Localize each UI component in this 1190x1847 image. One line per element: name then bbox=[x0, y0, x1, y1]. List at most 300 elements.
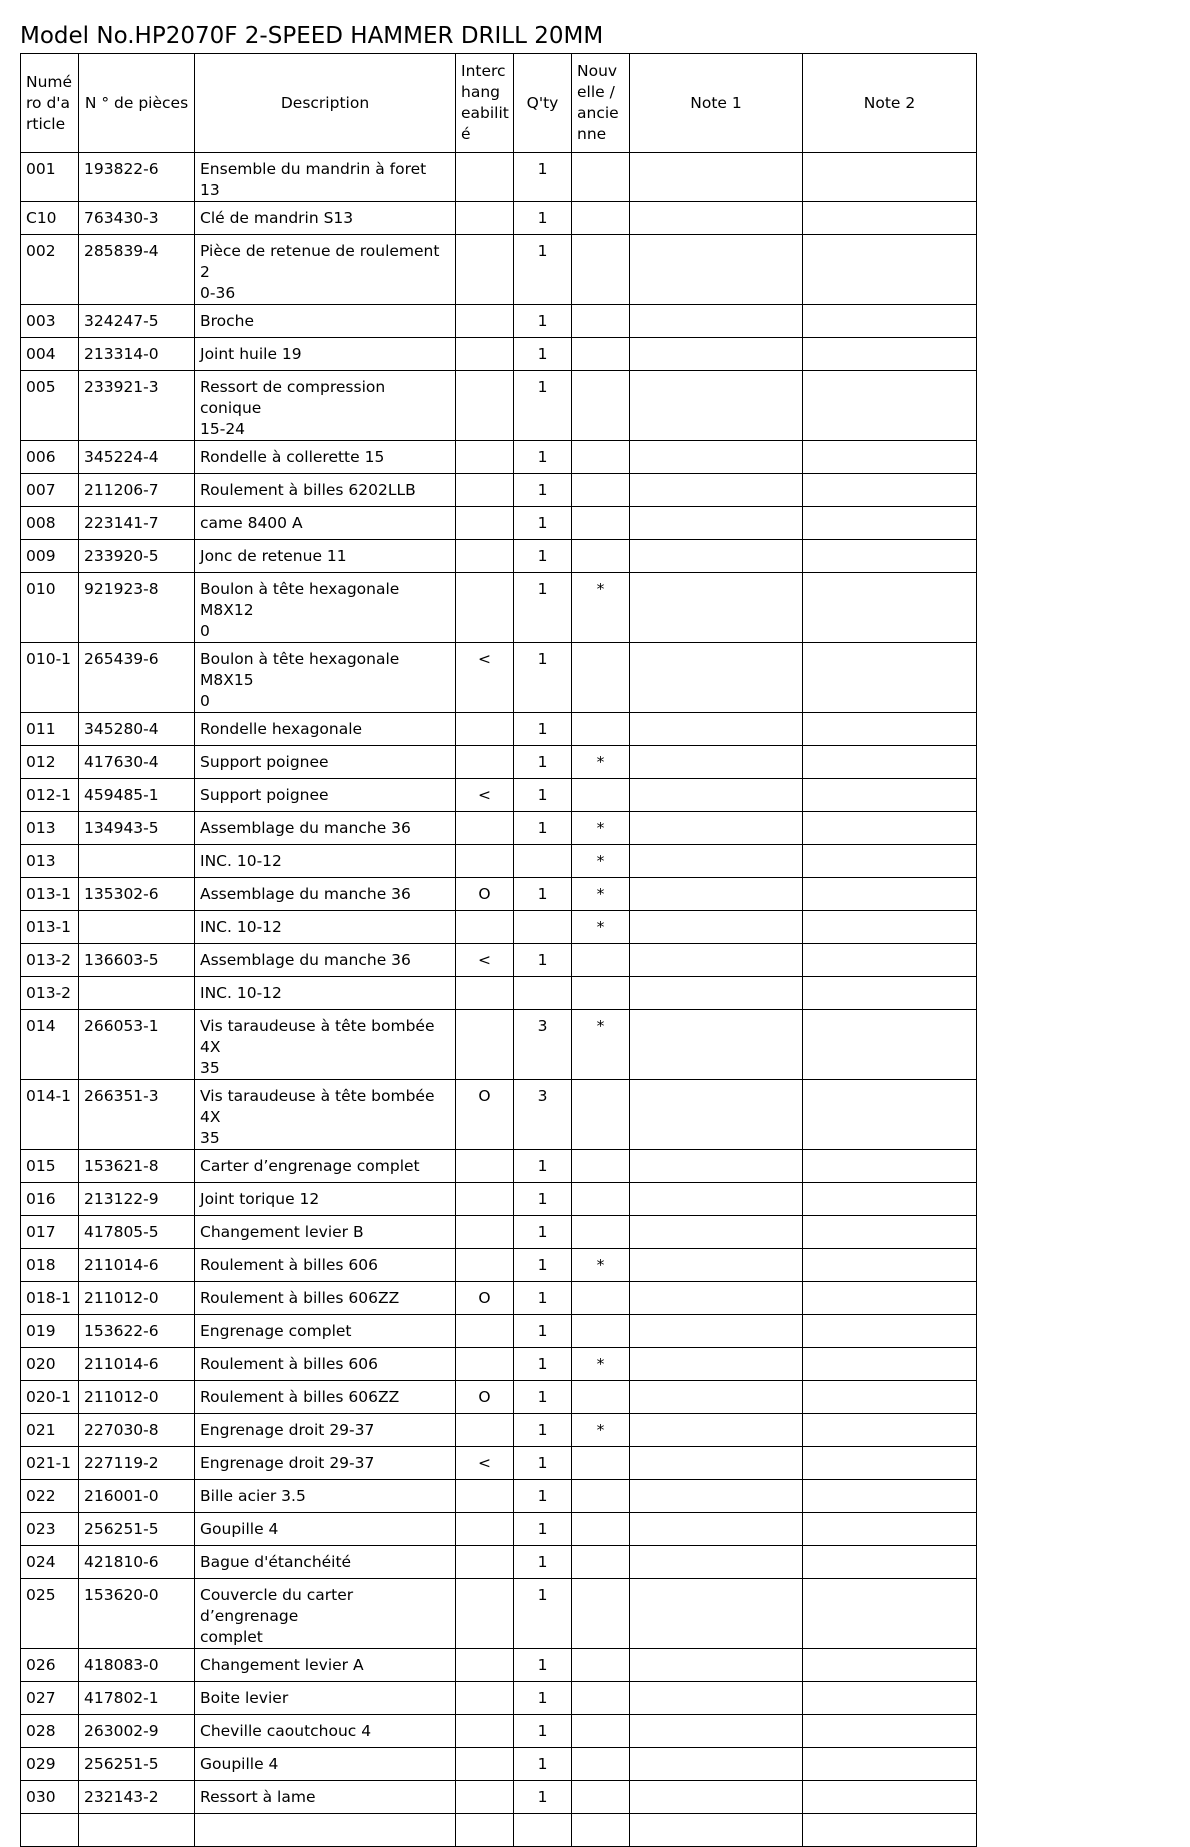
item-number-cell: 013 bbox=[21, 812, 79, 845]
new-old-cell: * bbox=[572, 1348, 630, 1381]
part-number-cell: 417805-5 bbox=[79, 1216, 195, 1249]
description-cell: Assemblage du manche 36 bbox=[195, 944, 456, 977]
item-number-cell: 010 bbox=[21, 573, 79, 643]
note-2-cell bbox=[803, 1682, 977, 1715]
note-2-cell bbox=[803, 1183, 977, 1216]
part-number-cell: 227030-8 bbox=[79, 1414, 195, 1447]
part-number-cell: 227119-2 bbox=[79, 1447, 195, 1480]
table-row bbox=[21, 779, 977, 812]
quantity-cell: 1 bbox=[514, 812, 572, 845]
interchangeability-cell bbox=[456, 507, 514, 540]
new-old-cell bbox=[572, 977, 630, 1010]
note-2-cell bbox=[803, 1010, 977, 1080]
quantity-cell: 1 bbox=[514, 1447, 572, 1480]
note-1-cell bbox=[630, 1183, 803, 1216]
note-1-cell bbox=[630, 1010, 803, 1080]
quantity-cell: 1 bbox=[514, 746, 572, 779]
table-body bbox=[21, 153, 977, 1847]
item-number-cell: C10 bbox=[21, 202, 79, 235]
new-old-cell bbox=[572, 1814, 630, 1847]
new-old-cell bbox=[572, 1781, 630, 1814]
note-1-cell bbox=[630, 1150, 803, 1183]
part-number-cell: 134943-5 bbox=[79, 812, 195, 845]
quantity-cell: 1 bbox=[514, 338, 572, 371]
part-number-cell: 193822-6 bbox=[79, 153, 195, 202]
item-number-cell: 013 bbox=[21, 845, 79, 878]
interchangeability-cell bbox=[456, 1579, 514, 1649]
description-cell: INC. 10-12 bbox=[195, 911, 456, 944]
table-row bbox=[21, 845, 977, 878]
item-number-cell: 018 bbox=[21, 1249, 79, 1282]
part-number-cell: 223141-7 bbox=[79, 507, 195, 540]
table-row bbox=[21, 713, 977, 746]
quantity-cell: 1 bbox=[514, 1348, 572, 1381]
description-cell: Roulement à billes 606ZZ bbox=[195, 1282, 456, 1315]
quantity-cell: 1 bbox=[514, 1150, 572, 1183]
note-2-cell bbox=[803, 1414, 977, 1447]
description-cell: Changement levier A bbox=[195, 1649, 456, 1682]
table-row bbox=[21, 812, 977, 845]
part-number-cell: 213314-0 bbox=[79, 338, 195, 371]
quantity-cell bbox=[514, 845, 572, 878]
quantity-cell: 1 bbox=[514, 1480, 572, 1513]
part-number-cell: 324247-5 bbox=[79, 305, 195, 338]
note-2-cell bbox=[803, 371, 977, 441]
new-old-cell: * bbox=[572, 812, 630, 845]
part-number-cell: 921923-8 bbox=[79, 573, 195, 643]
item-number-cell: 008 bbox=[21, 507, 79, 540]
table-row bbox=[21, 1010, 977, 1080]
item-number-cell: 004 bbox=[21, 338, 79, 371]
part-number-cell: 421810-6 bbox=[79, 1546, 195, 1579]
table-row bbox=[21, 1781, 977, 1814]
description-cell: Vis taraudeuse à tête bombée 4X 35 bbox=[195, 1080, 456, 1150]
note-1-cell bbox=[630, 540, 803, 573]
part-number-cell: 266351-3 bbox=[79, 1080, 195, 1150]
quantity-cell: 1 bbox=[514, 235, 572, 305]
new-old-cell bbox=[572, 338, 630, 371]
new-old-cell: * bbox=[572, 845, 630, 878]
note-1-cell bbox=[630, 845, 803, 878]
note-2-cell bbox=[803, 1216, 977, 1249]
quantity-cell: 1 bbox=[514, 779, 572, 812]
item-number-cell: 023 bbox=[21, 1513, 79, 1546]
description-cell: INC. 10-12 bbox=[195, 845, 456, 878]
interchangeability-cell bbox=[456, 1781, 514, 1814]
item-number-cell: 030 bbox=[21, 1781, 79, 1814]
description-cell: Clé de mandrin S13 bbox=[195, 202, 456, 235]
column-header-description: Description bbox=[195, 54, 456, 153]
note-1-cell bbox=[630, 305, 803, 338]
interchangeability-cell bbox=[456, 338, 514, 371]
note-1-cell bbox=[630, 235, 803, 305]
table-row bbox=[21, 643, 977, 713]
description-cell: Rondelle à collerette 15 bbox=[195, 441, 456, 474]
new-old-cell bbox=[572, 1282, 630, 1315]
interchangeability-cell bbox=[456, 474, 514, 507]
note-2-cell bbox=[803, 441, 977, 474]
item-number-cell: 017 bbox=[21, 1216, 79, 1249]
item-number-cell: 027 bbox=[21, 1682, 79, 1715]
table-row bbox=[21, 1579, 977, 1649]
quantity-cell: 1 bbox=[514, 1216, 572, 1249]
item-number-cell: 013-1 bbox=[21, 911, 79, 944]
new-old-cell bbox=[572, 1682, 630, 1715]
interchangeability-cell bbox=[456, 1183, 514, 1216]
interchangeability-cell bbox=[456, 1249, 514, 1282]
interchangeability-cell bbox=[456, 812, 514, 845]
note-2-cell bbox=[803, 1480, 977, 1513]
table-row bbox=[21, 540, 977, 573]
table-row bbox=[21, 1814, 977, 1847]
note-1-cell bbox=[630, 1348, 803, 1381]
item-number-cell: 013-2 bbox=[21, 944, 79, 977]
part-number-cell: 136603-5 bbox=[79, 944, 195, 977]
new-old-cell bbox=[572, 202, 630, 235]
interchangeability-cell bbox=[456, 746, 514, 779]
description-cell: Bague d'étanchéité bbox=[195, 1546, 456, 1579]
note-2-cell bbox=[803, 1315, 977, 1348]
table-row bbox=[21, 1546, 977, 1579]
note-2-cell bbox=[803, 977, 977, 1010]
note-2-cell bbox=[803, 944, 977, 977]
description-cell: Goupille 4 bbox=[195, 1513, 456, 1546]
table-row bbox=[21, 1216, 977, 1249]
interchangeability-cell bbox=[456, 1150, 514, 1183]
new-old-cell bbox=[572, 1546, 630, 1579]
new-old-cell bbox=[572, 371, 630, 441]
column-header-quantity: Q'ty bbox=[514, 54, 572, 153]
description-cell: Engrenage droit 29-37 bbox=[195, 1414, 456, 1447]
quantity-cell: 1 bbox=[514, 1682, 572, 1715]
quantity-cell: 1 bbox=[514, 1546, 572, 1579]
description-cell: Ressort à lame bbox=[195, 1781, 456, 1814]
note-1-cell bbox=[630, 1216, 803, 1249]
interchangeability-cell bbox=[456, 371, 514, 441]
note-1-cell bbox=[630, 1447, 803, 1480]
item-number-cell: 007 bbox=[21, 474, 79, 507]
table-row bbox=[21, 474, 977, 507]
interchangeability-cell bbox=[456, 1480, 514, 1513]
note-2-cell bbox=[803, 1814, 977, 1847]
interchangeability-cell bbox=[456, 845, 514, 878]
new-old-cell bbox=[572, 1480, 630, 1513]
note-1-cell bbox=[630, 153, 803, 202]
interchangeability-cell bbox=[456, 153, 514, 202]
part-number-cell: 233920-5 bbox=[79, 540, 195, 573]
item-number-cell: 022 bbox=[21, 1480, 79, 1513]
interchangeability-cell bbox=[456, 1649, 514, 1682]
item-number-cell: 021-1 bbox=[21, 1447, 79, 1480]
note-1-cell bbox=[630, 713, 803, 746]
note-2-cell bbox=[803, 746, 977, 779]
item-number-cell: 002 bbox=[21, 235, 79, 305]
description-cell: Broche bbox=[195, 305, 456, 338]
interchangeability-cell bbox=[456, 540, 514, 573]
part-number-cell: 153620-0 bbox=[79, 1579, 195, 1649]
item-number-cell: 006 bbox=[21, 441, 79, 474]
interchangeability-cell bbox=[456, 305, 514, 338]
quantity-cell: 1 bbox=[514, 1249, 572, 1282]
quantity-cell: 1 bbox=[514, 1414, 572, 1447]
new-old-cell bbox=[572, 1150, 630, 1183]
interchangeability-cell bbox=[456, 1315, 514, 1348]
parts-table bbox=[20, 53, 977, 1847]
page-title: Model No.HP2070F 2-SPEED HAMMER DRILL 20MM bbox=[20, 23, 604, 49]
table-row bbox=[21, 1414, 977, 1447]
note-2-cell bbox=[803, 779, 977, 812]
column-header-new-old: Nouv elle / ancie nne bbox=[572, 54, 630, 153]
table-row bbox=[21, 1649, 977, 1682]
note-1-cell bbox=[630, 911, 803, 944]
item-number-cell: 014 bbox=[21, 1010, 79, 1080]
interchangeability-cell bbox=[456, 235, 514, 305]
description-cell: Assemblage du manche 36 bbox=[195, 812, 456, 845]
table-header-row bbox=[21, 54, 977, 153]
item-number-cell: 029 bbox=[21, 1748, 79, 1781]
new-old-cell bbox=[572, 153, 630, 202]
note-2-cell bbox=[803, 643, 977, 713]
table-row bbox=[21, 1447, 977, 1480]
quantity-cell: 1 bbox=[514, 573, 572, 643]
part-number-cell bbox=[79, 977, 195, 1010]
new-old-cell bbox=[572, 1649, 630, 1682]
description-cell: Joint huile 19 bbox=[195, 338, 456, 371]
quantity-cell: 1 bbox=[514, 1513, 572, 1546]
description-cell bbox=[195, 1814, 456, 1847]
interchangeability-cell: O bbox=[456, 1282, 514, 1315]
item-number-cell: 013-2 bbox=[21, 977, 79, 1010]
interchangeability-cell: O bbox=[456, 1080, 514, 1150]
note-2-cell bbox=[803, 573, 977, 643]
note-1-cell bbox=[630, 1715, 803, 1748]
note-2-cell bbox=[803, 202, 977, 235]
table-row bbox=[21, 878, 977, 911]
part-number-cell: 233921-3 bbox=[79, 371, 195, 441]
note-2-cell bbox=[803, 1781, 977, 1814]
interchangeability-cell bbox=[456, 441, 514, 474]
note-1-cell bbox=[630, 1682, 803, 1715]
note-2-cell bbox=[803, 1715, 977, 1748]
item-number-cell: 024 bbox=[21, 1546, 79, 1579]
table-row bbox=[21, 1480, 977, 1513]
item-number-cell: 001 bbox=[21, 153, 79, 202]
description-cell: Bille acier 3.5 bbox=[195, 1480, 456, 1513]
description-cell: Jonc de retenue 11 bbox=[195, 540, 456, 573]
note-2-cell bbox=[803, 1513, 977, 1546]
part-number-cell: 211012-0 bbox=[79, 1381, 195, 1414]
note-2-cell bbox=[803, 540, 977, 573]
note-1-cell bbox=[630, 643, 803, 713]
column-header-interchangeability: Interc hang eabilit é bbox=[456, 54, 514, 153]
quantity-cell: 1 bbox=[514, 507, 572, 540]
item-number-cell: 019 bbox=[21, 1315, 79, 1348]
note-2-cell bbox=[803, 1150, 977, 1183]
interchangeability-cell bbox=[456, 1348, 514, 1381]
interchangeability-cell bbox=[456, 1546, 514, 1579]
new-old-cell bbox=[572, 713, 630, 746]
part-number-cell: 417802-1 bbox=[79, 1682, 195, 1715]
part-number-cell: 256251-5 bbox=[79, 1513, 195, 1546]
note-2-cell bbox=[803, 338, 977, 371]
note-2-cell bbox=[803, 1080, 977, 1150]
note-2-cell bbox=[803, 305, 977, 338]
note-1-cell bbox=[630, 812, 803, 845]
note-1-cell bbox=[630, 944, 803, 977]
part-number-cell: 265439-6 bbox=[79, 643, 195, 713]
part-number-cell: 153621-8 bbox=[79, 1150, 195, 1183]
new-old-cell bbox=[572, 1080, 630, 1150]
description-cell: Ressort de compression conique 15-24 bbox=[195, 371, 456, 441]
new-old-cell bbox=[572, 507, 630, 540]
description-cell: Pièce de retenue de roulement 2 0-36 bbox=[195, 235, 456, 305]
note-1-cell bbox=[630, 1649, 803, 1682]
table-row bbox=[21, 1715, 977, 1748]
new-old-cell: * bbox=[572, 746, 630, 779]
note-2-cell bbox=[803, 1649, 977, 1682]
part-number-cell: 263002-9 bbox=[79, 1715, 195, 1748]
part-number-cell: 418083-0 bbox=[79, 1649, 195, 1682]
table-row bbox=[21, 1315, 977, 1348]
quantity-cell: 3 bbox=[514, 1080, 572, 1150]
note-2-cell bbox=[803, 1249, 977, 1282]
quantity-cell: 3 bbox=[514, 1010, 572, 1080]
quantity-cell bbox=[514, 977, 572, 1010]
description-cell: Roulement à billes 606 bbox=[195, 1249, 456, 1282]
new-old-cell bbox=[572, 1513, 630, 1546]
quantity-cell: 1 bbox=[514, 1183, 572, 1216]
table-row bbox=[21, 1381, 977, 1414]
note-1-cell bbox=[630, 1480, 803, 1513]
note-1-cell bbox=[630, 202, 803, 235]
description-cell: Boite levier bbox=[195, 1682, 456, 1715]
item-number-cell: 018-1 bbox=[21, 1282, 79, 1315]
table-row bbox=[21, 977, 977, 1010]
description-cell: Roulement à billes 606 bbox=[195, 1348, 456, 1381]
note-1-cell bbox=[630, 1781, 803, 1814]
quantity-cell: 1 bbox=[514, 202, 572, 235]
table-row bbox=[21, 441, 977, 474]
description-cell: Carter d’engrenage complet bbox=[195, 1150, 456, 1183]
interchangeability-cell bbox=[456, 713, 514, 746]
description-cell: Engrenage droit 29-37 bbox=[195, 1447, 456, 1480]
note-1-cell bbox=[630, 371, 803, 441]
new-old-cell bbox=[572, 474, 630, 507]
new-old-cell bbox=[572, 643, 630, 713]
interchangeability-cell bbox=[456, 202, 514, 235]
description-cell: Goupille 4 bbox=[195, 1748, 456, 1781]
note-2-cell bbox=[803, 474, 977, 507]
item-number-cell: 026 bbox=[21, 1649, 79, 1682]
quantity-cell: 1 bbox=[514, 643, 572, 713]
quantity-cell: 1 bbox=[514, 1748, 572, 1781]
note-1-cell bbox=[630, 1513, 803, 1546]
part-number-cell: 345224-4 bbox=[79, 441, 195, 474]
part-number-cell: 135302-6 bbox=[79, 878, 195, 911]
table-row bbox=[21, 1748, 977, 1781]
table-row bbox=[21, 371, 977, 441]
part-number-cell bbox=[79, 845, 195, 878]
new-old-cell bbox=[572, 1381, 630, 1414]
note-1-cell bbox=[630, 1282, 803, 1315]
item-number-cell: 012-1 bbox=[21, 779, 79, 812]
interchangeability-cell bbox=[456, 1748, 514, 1781]
new-old-cell: * bbox=[572, 1249, 630, 1282]
quantity-cell: 1 bbox=[514, 540, 572, 573]
description-cell: Support poignee bbox=[195, 779, 456, 812]
quantity-cell: 1 bbox=[514, 371, 572, 441]
note-1-cell bbox=[630, 1546, 803, 1579]
note-2-cell bbox=[803, 235, 977, 305]
note-2-cell bbox=[803, 1282, 977, 1315]
note-2-cell bbox=[803, 812, 977, 845]
note-1-cell bbox=[630, 977, 803, 1010]
note-1-cell bbox=[630, 1748, 803, 1781]
new-old-cell bbox=[572, 1579, 630, 1649]
note-2-cell bbox=[803, 845, 977, 878]
new-old-cell: * bbox=[572, 911, 630, 944]
interchangeability-cell bbox=[456, 1682, 514, 1715]
item-number-cell: 020 bbox=[21, 1348, 79, 1381]
table-row bbox=[21, 1282, 977, 1315]
note-2-cell bbox=[803, 1447, 977, 1480]
table-row bbox=[21, 1513, 977, 1546]
description-cell: Rondelle hexagonale bbox=[195, 713, 456, 746]
part-number-cell: 256251-5 bbox=[79, 1748, 195, 1781]
interchangeability-cell bbox=[456, 1814, 514, 1847]
item-number-cell: 011 bbox=[21, 713, 79, 746]
quantity-cell: 1 bbox=[514, 305, 572, 338]
note-1-cell bbox=[630, 1315, 803, 1348]
note-2-cell bbox=[803, 507, 977, 540]
item-number-cell: 009 bbox=[21, 540, 79, 573]
note-1-cell bbox=[630, 1381, 803, 1414]
note-1-cell bbox=[630, 1080, 803, 1150]
note-1-cell bbox=[630, 1414, 803, 1447]
item-number-cell: 028 bbox=[21, 1715, 79, 1748]
description-cell: Assemblage du manche 36 bbox=[195, 878, 456, 911]
note-2-cell bbox=[803, 1348, 977, 1381]
description-cell: Vis taraudeuse à tête bombée 4X 35 bbox=[195, 1010, 456, 1080]
column-header-note-2: Note 2 bbox=[803, 54, 977, 153]
item-number-cell: 016 bbox=[21, 1183, 79, 1216]
interchangeability-cell bbox=[456, 1414, 514, 1447]
table-row bbox=[21, 911, 977, 944]
new-old-cell bbox=[572, 1447, 630, 1480]
new-old-cell: * bbox=[572, 1414, 630, 1447]
table-row bbox=[21, 1150, 977, 1183]
table-row bbox=[21, 1348, 977, 1381]
item-number-cell: 003 bbox=[21, 305, 79, 338]
quantity-cell: 1 bbox=[514, 1282, 572, 1315]
interchangeability-cell bbox=[456, 1513, 514, 1546]
interchangeability-cell bbox=[456, 1715, 514, 1748]
description-cell: Boulon à tête hexagonale M8X15 0 bbox=[195, 643, 456, 713]
table-row bbox=[21, 153, 977, 202]
part-number-cell: 216001-0 bbox=[79, 1480, 195, 1513]
column-header-part-number: N ° de pièces bbox=[79, 54, 195, 153]
quantity-cell: 1 bbox=[514, 944, 572, 977]
interchangeability-cell bbox=[456, 977, 514, 1010]
note-2-cell bbox=[803, 153, 977, 202]
description-cell: Ensemble du mandrin à foret 13 bbox=[195, 153, 456, 202]
note-1-cell bbox=[630, 878, 803, 911]
interchangeability-cell bbox=[456, 573, 514, 643]
part-number-cell: 763430-3 bbox=[79, 202, 195, 235]
new-old-cell bbox=[572, 540, 630, 573]
quantity-cell: 1 bbox=[514, 1649, 572, 1682]
item-number-cell: 020-1 bbox=[21, 1381, 79, 1414]
